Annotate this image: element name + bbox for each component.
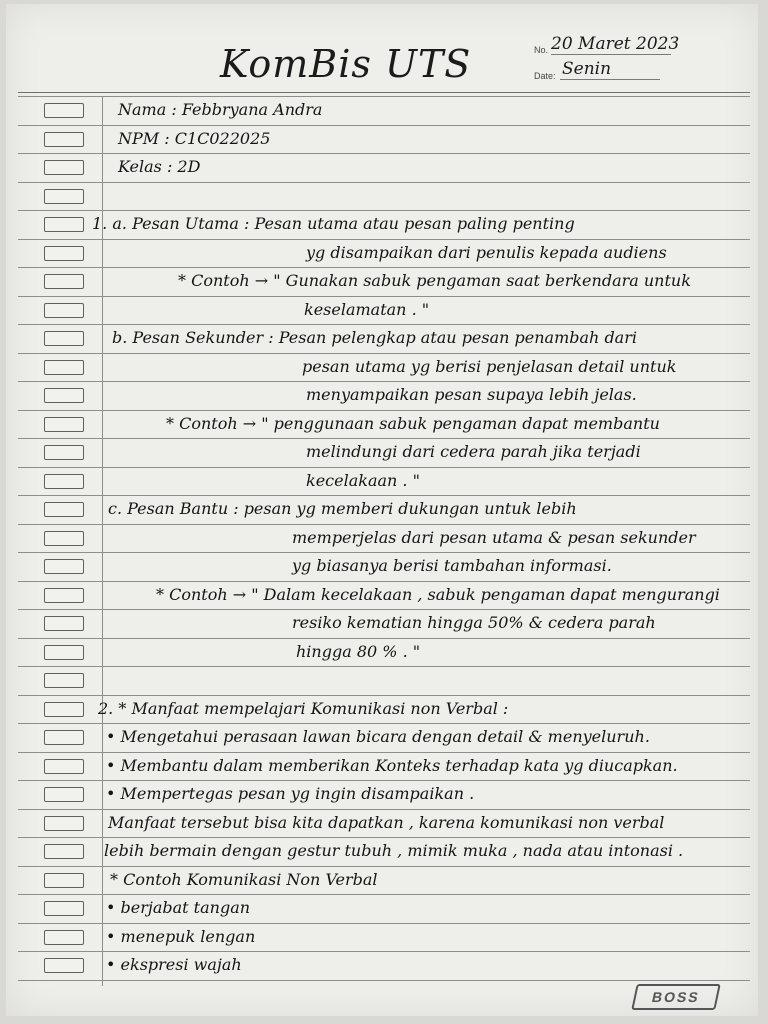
margin-box	[44, 331, 84, 346]
rule-line	[18, 866, 750, 867]
margin-box	[44, 559, 84, 574]
text-line: Kelas : 2D	[118, 157, 201, 176]
text-line: keselamatan . "	[304, 299, 430, 319]
margin-box	[44, 160, 84, 175]
margin-box	[44, 616, 84, 631]
margin-box	[44, 673, 84, 688]
rule-line	[18, 666, 750, 667]
rule-line	[18, 239, 750, 240]
text-line: • ekspresi wajah	[106, 955, 242, 974]
text-line: melindungi dari cedera parah jika terjadi	[306, 442, 641, 461]
margin-box	[44, 730, 84, 745]
text-line: yg biasanya berisi tambahan informasi.	[292, 556, 612, 575]
margin-box	[44, 645, 84, 660]
rule-line	[18, 324, 750, 325]
text-line: menyampaikan pesan supaya lebih jelas.	[306, 385, 637, 404]
rule-line	[18, 780, 750, 781]
rule-line	[18, 210, 750, 211]
rule-line	[18, 695, 750, 696]
rule-line	[18, 980, 750, 981]
text-line: • menepuk lengan	[106, 926, 256, 946]
rule-line	[18, 96, 750, 97]
rule-line	[18, 951, 750, 952]
text-line: • Mempertegas pesan yg ingin disampaikan .	[106, 784, 475, 803]
rule-line	[18, 438, 750, 439]
rule-line	[18, 467, 750, 468]
rule-line	[18, 182, 750, 183]
text-line: 2. * Manfaat mempelajari Komunikasi non Verbal :	[98, 698, 509, 718]
date-value: Senin	[562, 59, 612, 79]
brand-logo: BOSS	[631, 984, 721, 1010]
text-line: Manfaat tersebut bisa kita dapatkan , karena komunikasi non verbal	[108, 812, 665, 832]
rule-line	[18, 809, 750, 810]
rule-line	[18, 581, 750, 582]
rule-line	[18, 267, 750, 268]
text-line: * Contoh Komunikasi Non Verbal	[110, 869, 378, 889]
notebook-page	[6, 4, 758, 1016]
rule-line	[18, 353, 750, 354]
margin-box	[44, 274, 84, 289]
rule-line	[18, 752, 750, 753]
margin-box	[44, 759, 84, 774]
margin-box	[44, 303, 84, 318]
margin-box	[44, 445, 84, 460]
no-value: 20 Maret 2023	[551, 34, 680, 54]
margin-box	[44, 360, 84, 375]
text-line: c. Pesan Bantu : pesan yg memberi dukungan untuk lebih	[108, 499, 577, 518]
margin-box	[44, 103, 84, 118]
margin-box	[44, 816, 84, 831]
rule-line	[18, 837, 750, 838]
text-line: kecelakaan . "	[306, 470, 420, 490]
rule-line	[18, 894, 750, 895]
text-line: Nama : Febbryana Andra	[118, 100, 323, 119]
text-line: resiko kematian hingga 50% & cedera parah	[292, 613, 656, 632]
page-title: KomBis UTS	[220, 42, 472, 86]
text-line: • berjabat tangan	[106, 898, 251, 917]
margin-box	[44, 132, 84, 147]
text-line: pesan utama yg berisi penjelasan detail untuk	[302, 356, 677, 376]
text-line: memperjelas dari pesan utama & pesan sekunder	[292, 527, 696, 547]
no-underline	[551, 54, 671, 55]
margin-box	[44, 217, 84, 232]
rule-line	[18, 609, 750, 610]
text-line: 1. a. Pesan Utama : Pesan utama atau pesan paling penting	[92, 214, 575, 233]
rule-line	[18, 723, 750, 724]
margin-box	[44, 189, 84, 204]
rule-line	[18, 495, 750, 496]
rule-line	[18, 638, 750, 639]
date-underline	[560, 79, 660, 80]
margin-box	[44, 844, 84, 859]
margin-box	[44, 901, 84, 916]
text-line: b. Pesan Sekunder : Pesan pelengkap atau pesan penambah dari	[112, 328, 637, 347]
margin-box	[44, 531, 84, 546]
text-line: • Membantu dalam memberikan Konteks terhadap kata yg diucapkan.	[106, 755, 678, 775]
rule-line	[18, 296, 750, 297]
margin-box	[44, 246, 84, 261]
text-line: • Mengetahui perasaan lawan bicara dengan detail & menyeluruh.	[106, 727, 650, 746]
rule-line	[18, 552, 750, 553]
margin-box	[44, 930, 84, 945]
text-line: * Contoh → " penggunaan sabuk pengaman dapat membantu	[166, 413, 660, 433]
rule-line	[18, 410, 750, 411]
text-line: hingga 80 % . "	[296, 641, 421, 661]
margin-box	[44, 474, 84, 489]
date-label: Date:	[534, 71, 556, 81]
no-label: No.	[534, 45, 549, 55]
margin-box	[44, 502, 84, 517]
rule-line	[18, 125, 750, 126]
text-line: * Contoh → " Dalam kecelakaan , sabuk pengaman dapat mengurangi	[156, 584, 720, 604]
margin-box	[44, 958, 84, 973]
margin-box	[44, 873, 84, 888]
rule-line	[18, 524, 750, 525]
margin-box	[44, 588, 84, 603]
text-line: lebih bermain dengan gestur tubuh , mimik muka , nada atau intonasi .	[104, 841, 684, 860]
text-line: * Contoh → " Gunakan sabuk pengaman saat berkendara untuk	[178, 271, 691, 290]
rule-line	[18, 923, 750, 924]
rule-line	[18, 153, 750, 154]
margin-box	[44, 702, 84, 717]
margin-box	[44, 388, 84, 403]
margin-box	[44, 787, 84, 802]
margin-box	[44, 417, 84, 432]
text-line: NPM : C1C022025	[118, 128, 271, 148]
text-line: yg disampaikan dari penulis kepada audiens	[306, 242, 667, 262]
rule-line	[18, 381, 750, 382]
